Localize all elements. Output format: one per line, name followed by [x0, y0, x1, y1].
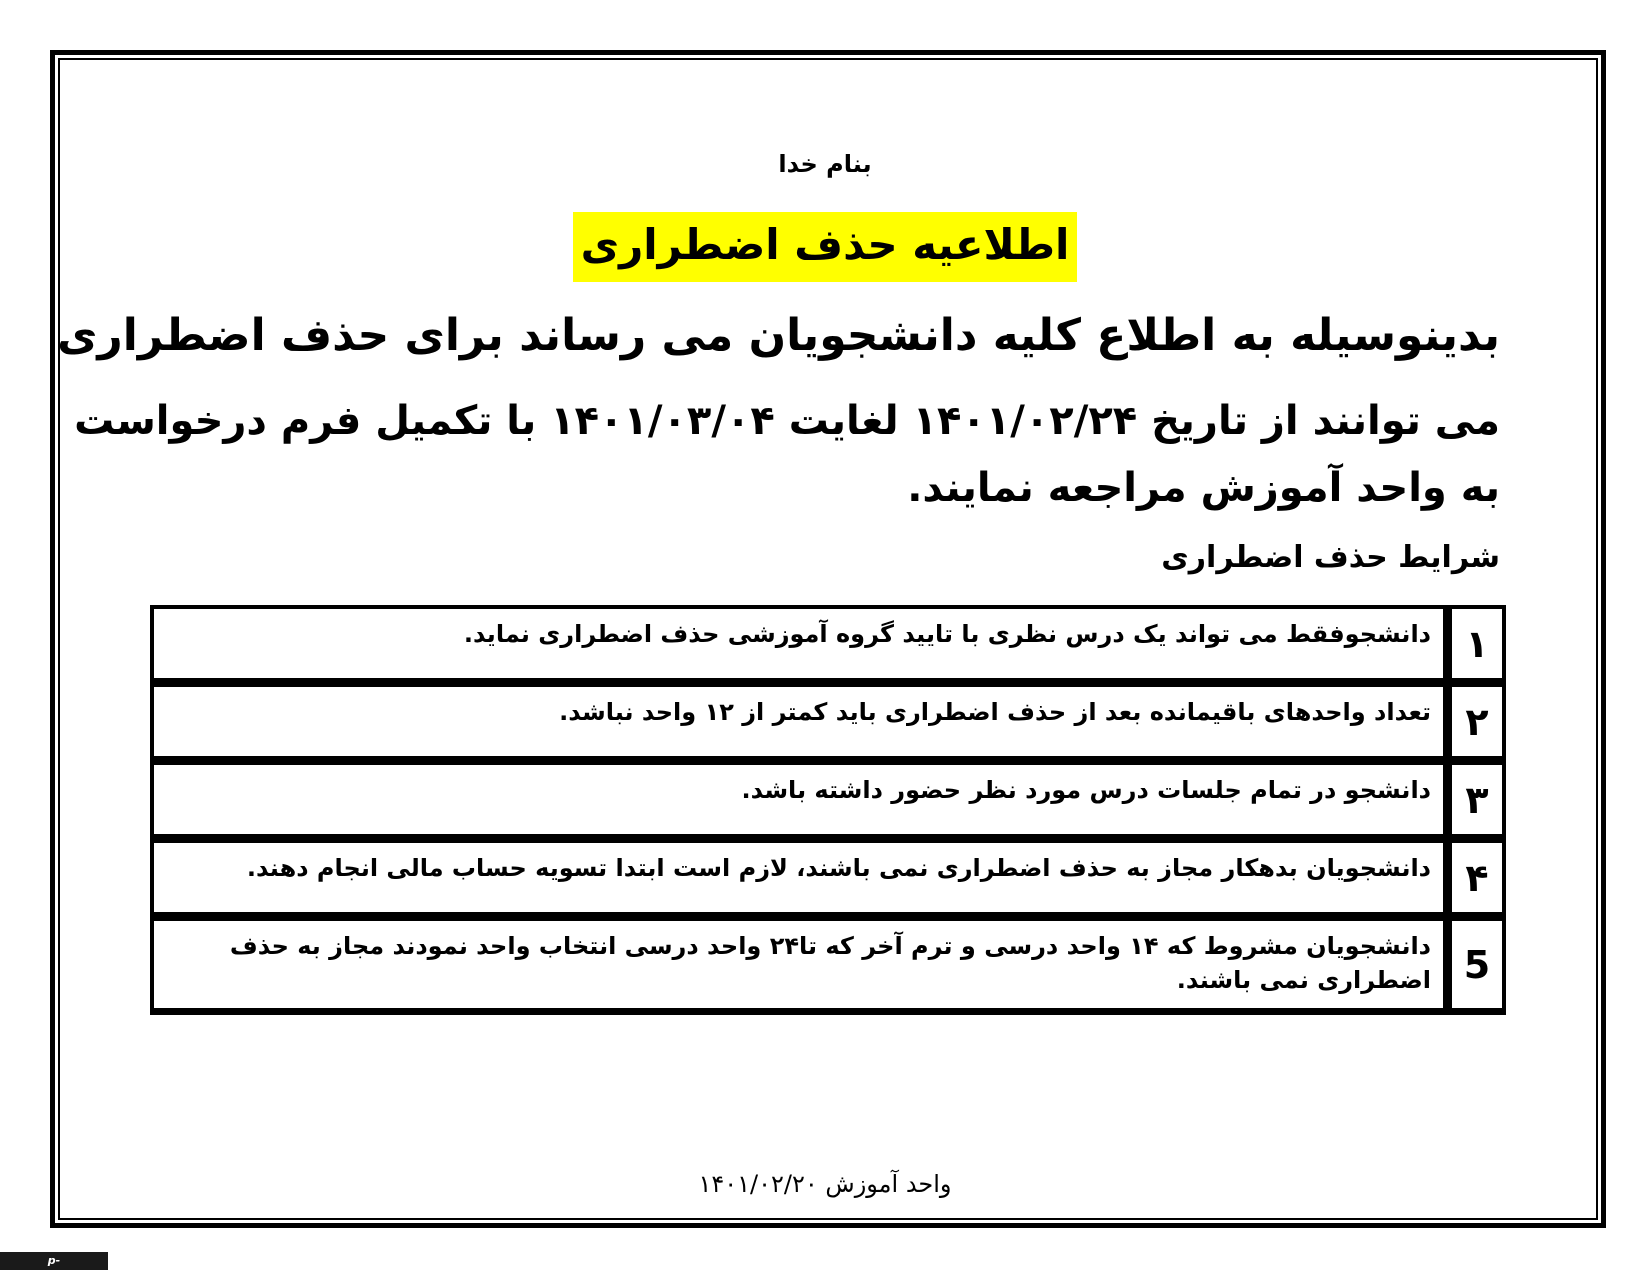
site-watermark: p-shirvan.tvu.ac.ir — [0, 1252, 108, 1270]
conditions-table — [150, 605, 1506, 1015]
body-line-3: به واحد آموزش مراجعه نمایند. — [907, 465, 1500, 511]
condition-text: دانشجویان مشروط که ۱۴ واحد درسی و ترم آخر که تا۲۴ واحد درسی انتخاب واحد نمودند مجاز به حذف اضطراری نمی باشند. — [229, 932, 1431, 994]
condition-row — [154, 609, 1502, 687]
condition-row — [154, 687, 1502, 765]
title-container — [0, 212, 1650, 282]
bismillah-heading: بنام خدا — [778, 150, 872, 178]
condition-text: دانشجوفقط می تواند یک درس نظری با تایید گروه آموزشی حذف اضطراری نماید. — [463, 620, 1431, 648]
condition-number: 5 — [1443, 921, 1502, 1008]
condition-text: دانشجو در تمام جلسات درس مورد نظر حضور داشته باشد. — [741, 776, 1431, 804]
condition-number: ۱ — [1443, 609, 1502, 678]
condition-number: ۳ — [1443, 765, 1502, 834]
condition-row — [154, 921, 1502, 1011]
condition-row — [154, 765, 1502, 843]
condition-text: تعداد واحدهای باقیمانده بعد از حذف اضطراری باید کمتر از ۱۲ واحد نباشد. — [559, 698, 1431, 726]
condition-number: ۴ — [1443, 843, 1502, 912]
conditions-heading: شرایط حذف اضطراری — [1161, 540, 1500, 575]
footer-signature: واحد آموزش ۱۴۰۱/۰۲/۲۰ — [698, 1170, 952, 1198]
condition-text: دانشجویان بدهکار مجاز به حذف اضطراری نمی باشند، لازم است ابتدا تسویه حساب مالی انجام دهند. — [246, 854, 1431, 882]
announcement-title: اطلاعیه حذف اضطراری — [573, 212, 1078, 282]
condition-number: ۲ — [1443, 687, 1502, 756]
condition-row — [154, 843, 1502, 921]
body-line-1: بدینوسیله به اطلاع کلیه دانشجویان می رساند برای حذف اضطراری — [57, 310, 1500, 361]
body-line-2: می توانند از تاریخ ۱۴۰۱/۰۲/۲۴ لغایت ۱۴۰۱/۰۳/۰۴ با تکمیل فرم درخواست — [74, 398, 1500, 444]
